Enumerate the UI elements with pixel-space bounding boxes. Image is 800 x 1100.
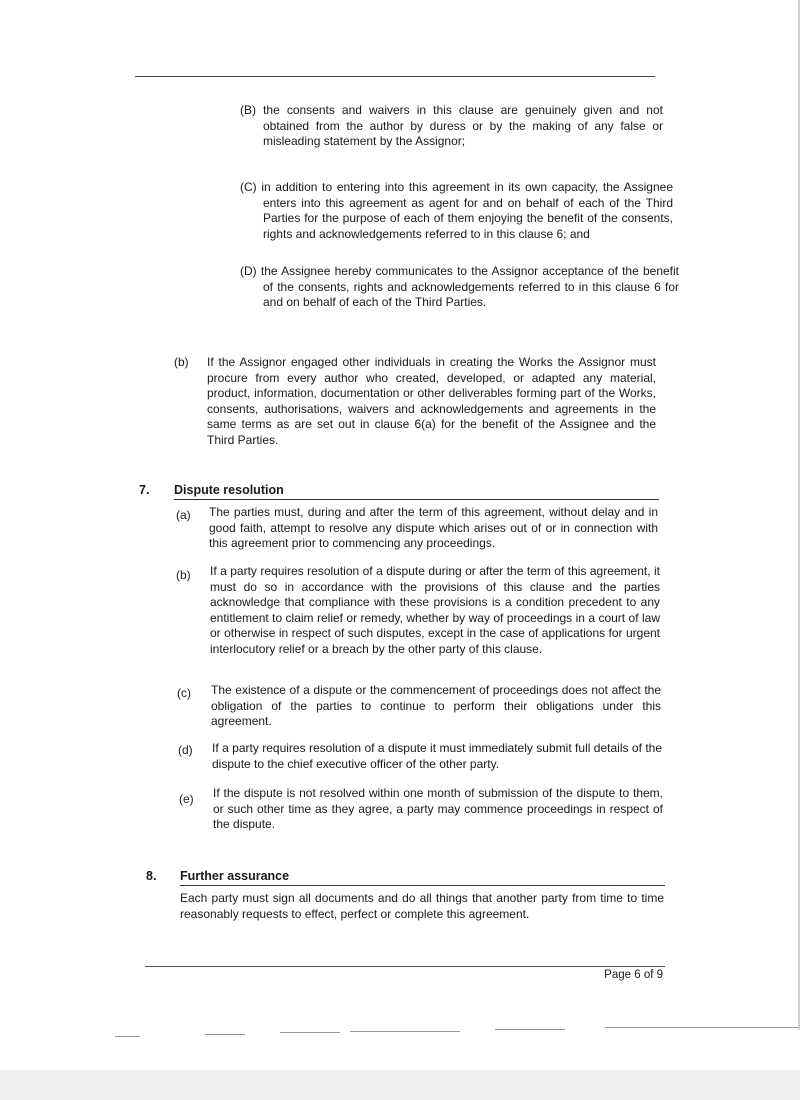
section-7-c-label: (c) bbox=[177, 686, 191, 700]
section-8-text: Each party must sign all documents and do all things that another party from time to time reasonably requests to effect, perfect or complete this agreement. bbox=[180, 891, 664, 921]
section-7-c-text: The existence of a dispute or the commencement of proceedings does not affect the obligation of the parties to continue to perform their obligations under this agreement. bbox=[211, 683, 661, 729]
clause-6-b-text: If the Assignor engaged other individuals in creating the Works the Assignor must procure from every author who created, developed, or adapted any material, product, information, documentation or other deliverables forming part of the Works, consents, authorisations, waivers and acknowledgements and agreements in the same terms as are set out in clause 6(a) for the benefit of the Assignee and the Third Parties. bbox=[207, 355, 656, 447]
clause-6-B-text: the consents and waivers in this clause are genuinely given and not obtained from the author by duress or by the making of any false or misleading statement by the Assignor; bbox=[263, 103, 663, 149]
section-7-b-text: If a party requires resolution of a dispute during or after the term of this agreement, it must do so in accordance with the provisions of this clause and the parties acknowledge that compliance with these provisions is a condition precedent to any entitlement to claim relief or remedy, whether by way of proceedings in a court of law or otherwise in respect of such disputes, except in the case of applications for urgent interlocutory relief or a breach by the other party of this clause. bbox=[210, 564, 660, 656]
clause-6-C-label: (C) bbox=[240, 180, 257, 194]
scan-artifact-line bbox=[205, 1034, 245, 1035]
section-8-number: 8. bbox=[146, 869, 157, 883]
section-7-e-text: If the dispute is not resolved within one month of submission of the dispute to them, or such other time as they agree, a party may commence proceedings in respect of the dispute. bbox=[213, 786, 663, 832]
scan-artifact-line bbox=[280, 1032, 340, 1033]
scan-edge-bottom bbox=[0, 1070, 800, 1100]
section-7-heading: Dispute resolution bbox=[174, 483, 659, 500]
section-7-b-label: (b) bbox=[176, 568, 191, 582]
section-7-d-text: If a party requires resolution of a dispute it must immediately submit full details of the dispute to the chief executive officer of the other party. bbox=[212, 741, 662, 771]
section-8-heading: Further assurance bbox=[180, 869, 665, 886]
page-number: Page 6 of 9 bbox=[604, 969, 663, 981]
clause-6-D-label: (D) bbox=[240, 264, 257, 278]
footer-rule bbox=[145, 966, 665, 967]
clause-6-C-text: in addition to entering into this agreement in its own capacity, the Assignee enters into this agreement as agent for and on behalf of each of the Third Parties for the purpose of each of them enjoying the benefit of the consents, rights and acknowledgements referred to in this clause 6; and bbox=[261, 180, 673, 241]
clause-6-D bbox=[240, 264, 679, 311]
header-rule bbox=[135, 76, 655, 77]
scan-artifact-line bbox=[350, 1031, 460, 1032]
scan-artifact-line bbox=[495, 1029, 565, 1030]
clause-6-b-label: (b) bbox=[174, 355, 189, 369]
clause-6-B bbox=[240, 103, 663, 150]
section-7-a-text: The parties must, during and after the term of this agreement, without delay and in good faith, attempt to resolve any dispute which arises out of or in connection with this agreement prior to commencing any proceedings. bbox=[209, 505, 658, 551]
clause-6-D-text: the Assignee hereby communicates to the Assignor acceptance of the benefit of the consents, rights and acknowledgements referred to in this clause 6 for and on behalf of each of the Third Parties. bbox=[260, 264, 679, 310]
clause-6-B-label: (B) bbox=[240, 103, 256, 117]
section-7-a-label: (a) bbox=[176, 508, 191, 522]
section-7-number: 7. bbox=[139, 483, 150, 497]
scan-artifact-line bbox=[605, 1027, 800, 1028]
scan-artifact-line bbox=[115, 1036, 140, 1037]
section-7-e-label: (e) bbox=[179, 792, 194, 806]
section-7-d-label: (d) bbox=[178, 743, 193, 757]
clause-6-C bbox=[240, 180, 673, 242]
